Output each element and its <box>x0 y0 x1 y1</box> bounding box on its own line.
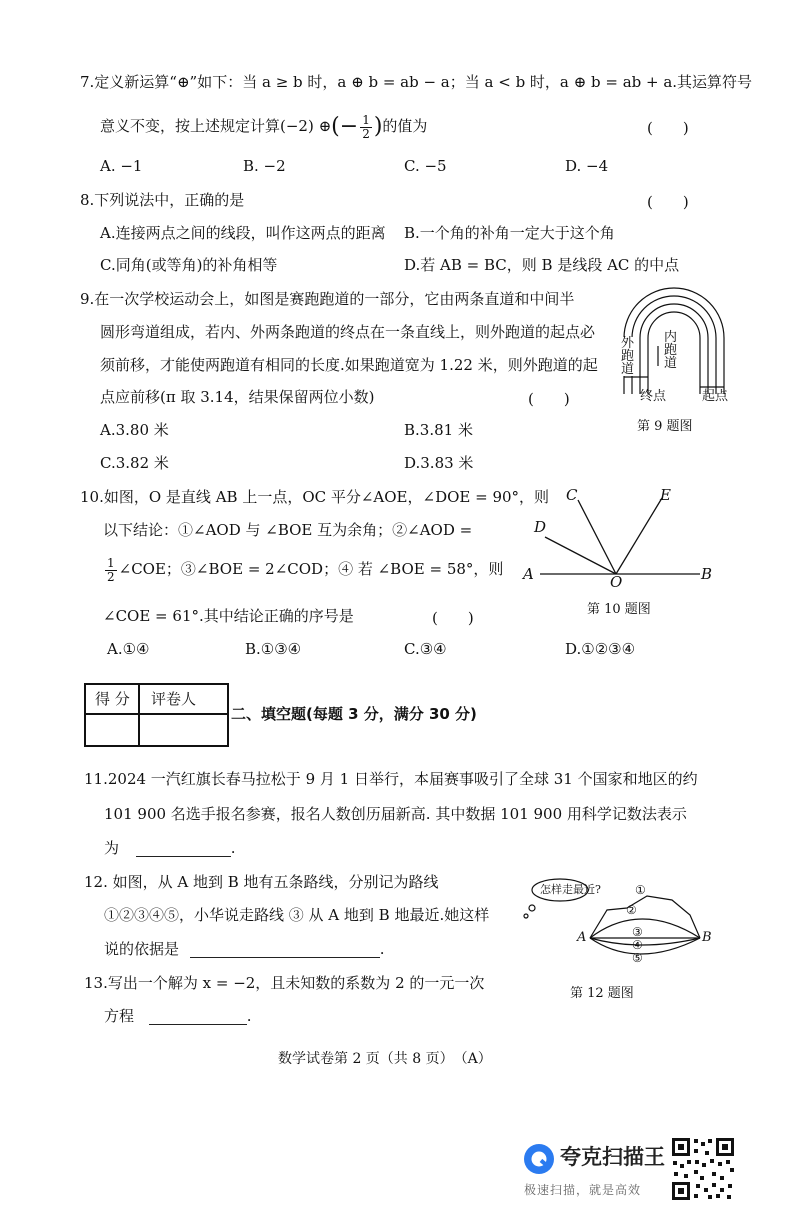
thought-dot-small <box>524 914 528 918</box>
q9-stem-line1: 9.在一次学校运动会上，如图是赛跑跑道的一部分，它由两条直道和中间半 <box>80 290 575 308</box>
q13-answer-blank[interactable] <box>149 1009 247 1025</box>
score-input-cell[interactable] <box>88 717 136 745</box>
score-table-header-score: 得 分 <box>95 690 130 708</box>
q11-answer-blank[interactable] <box>136 841 231 857</box>
q12-route-label-5: ⑤ <box>632 951 643 965</box>
q10-label-a: A <box>523 565 534 583</box>
q7-stem-line2: 意义不变，按上述规定计算(−2) ⊕(− $\frac{1}{2}$ )的值为 <box>100 112 428 141</box>
score-table-hdivider <box>86 713 227 715</box>
q7-option-b: B. −2 <box>243 157 286 175</box>
section2-title: 二、填空题(每题 3 分，满分 30 分) <box>231 705 477 723</box>
q10-answer-paren[interactable]: ( ) <box>432 609 474 627</box>
q10-option-d: D.①②③④ <box>565 640 636 658</box>
q12-route-label-2: ② <box>626 903 637 917</box>
q9-label-inner-track: 内跑道 <box>664 330 678 371</box>
score-table-header-grader: 评卷人 <box>151 690 197 708</box>
q9-option-d: D.3.83 米 <box>404 454 474 472</box>
score-table-vdivider <box>138 685 140 745</box>
q9-stem-line2: 圆形弯道组成，若内、外两条跑道的终点在一条直线上，则外跑道的起点必 <box>100 323 596 341</box>
q9-option-c: C.3.82 米 <box>100 454 169 472</box>
route-4 <box>590 938 700 945</box>
q10-option-a: A.①④ <box>107 640 150 658</box>
q11-stem-line3: 为 . <box>104 839 236 857</box>
ray-od <box>545 537 616 574</box>
q12-answer-blank[interactable] <box>190 942 380 958</box>
q13-stem-line2: 方程 . <box>104 1007 252 1025</box>
q9-label-start: 起点 <box>702 389 729 404</box>
q12-bubble-text: 怎样走最近? <box>540 883 601 896</box>
q11-stem-line1: 11.2024 一汽红旗长春马拉松于 9 月 1 日举行，本届赛事吸引了全球 31 个国家和地区的约 <box>84 770 698 788</box>
q8-option-a: A.连接两点之间的线段，叫作这两点的距离 <box>100 224 386 242</box>
q10-label-c: C <box>566 486 578 504</box>
q9-stem-line4: 点应前移(π 取 3.14，结果保留两位小数) <box>100 388 375 406</box>
q10-option-c: C.③④ <box>404 640 447 658</box>
q7-option-c: C. −5 <box>404 157 447 175</box>
q7-stem-line1: 7.定义新运算“⊕”如下：当 a ≥ b 时，a ⊕ b = ab − a；当 a < b 时，a ⊕ b = ab + a.其运算符号 <box>80 73 753 91</box>
q12-route-label-4: ④ <box>632 938 643 952</box>
q12-stem-line1: 12. 如图，从 A 地到 B 地有五条路线，分别记为路线 <box>84 873 439 891</box>
q8-option-c: C.同角(或等角)的补角相等 <box>100 256 278 274</box>
q7-answer-paren[interactable]: ( ) <box>647 119 689 137</box>
q9-label-outer-track: 外跑道 <box>621 336 635 377</box>
ray-oc <box>578 500 616 574</box>
q9-figure-caption: 第 9 题图 <box>637 419 693 434</box>
q12-route-label-3: ③ <box>632 925 643 939</box>
ray-oe <box>616 498 662 574</box>
q10-stem-line4: ∠COE = 61°.其中结论正确的序号是 <box>103 607 354 625</box>
q7-fraction: $\frac{1}{2}$ <box>362 112 370 141</box>
grader-input-cell[interactable] <box>142 717 226 745</box>
q9-option-b: B.3.81 米 <box>404 421 473 439</box>
q10-figure-caption: 第 10 题图 <box>587 602 651 617</box>
q12-point-a: A <box>577 930 587 945</box>
q10-stem-line3: $\frac{1}{2}$ ∠COE；③∠BOE = 2∠COD；④ 若 ∠BOE = 58°，则 <box>107 555 504 584</box>
q13-stem-line1: 13.写出一个解为 x = −2，且未知数的系数为 2 的一元一次 <box>84 974 485 992</box>
q12-figure-caption: 第 12 题图 <box>570 986 634 1001</box>
q7-option-a: A. −1 <box>100 157 143 175</box>
score-table <box>84 683 229 747</box>
q8-option-d: D.若 AB = BC，则 B 是线段 AC 的中点 <box>404 256 680 274</box>
q12-point-b: B <box>702 930 712 945</box>
q10-label-d: D <box>534 518 547 536</box>
q10-label-o: O <box>610 573 623 591</box>
q12-stem-line2: ①②③④⑤，小华说走路线 ③ 从 A 地到 B 地最近.她这样 <box>104 906 490 924</box>
route-2 <box>590 919 700 938</box>
route-1 <box>590 896 700 938</box>
route-5 <box>590 938 700 954</box>
q11-stem-line2: 101 900 名选手报名参赛，报名人数创历届新高. 其中数据 101 900 用科学记数法表示 <box>104 805 687 823</box>
page-footer: 数学试卷第 2 页（共 8 页） （A） <box>278 1051 492 1067</box>
thought-dot-large <box>529 905 535 911</box>
scanner-slogan: 极速扫描，就是高效 <box>524 1183 642 1197</box>
q8-answer-paren[interactable]: ( ) <box>647 193 689 211</box>
q9-option-a: A.3.80 米 <box>100 421 169 439</box>
scanner-logo-icon <box>522 1142 556 1176</box>
q12-route-label-1: ① <box>635 883 646 897</box>
q10-stem-line1: 10.如图，O 是直线 AB 上一点，OC 平分∠AOE，∠DOE = 90°，则 <box>80 488 550 506</box>
qr-code-icon <box>670 1136 736 1202</box>
q7-option-d: D. −4 <box>565 157 609 175</box>
q9-answer-paren[interactable]: ( ) <box>528 390 570 408</box>
q8-option-b: B.一个角的补角一定大于这个角 <box>404 224 615 242</box>
q9-label-finish: 终点 <box>640 389 667 404</box>
q12-stem-line3: 说的依据是 . <box>104 940 385 958</box>
q10-stem-line2: 以下结论：①∠AOD 与 ∠BOE 互为余角；②∠AOD = <box>103 521 473 539</box>
q9-stem-line3: 须前移，才能使两跑道有相同的长度.如果跑道宽为 1.22 米，则外跑道的起 <box>100 356 598 374</box>
scanner-brand: 夸克扫描王 <box>560 1145 665 1169</box>
q10-fraction: $\frac{1}{2}$ <box>107 555 115 584</box>
q8-stem: 8.下列说法中，正确的是 <box>80 191 245 209</box>
q10-option-b: B.①③④ <box>245 640 302 658</box>
q10-label-b: B <box>701 565 713 583</box>
q10-label-e: E <box>660 486 671 504</box>
